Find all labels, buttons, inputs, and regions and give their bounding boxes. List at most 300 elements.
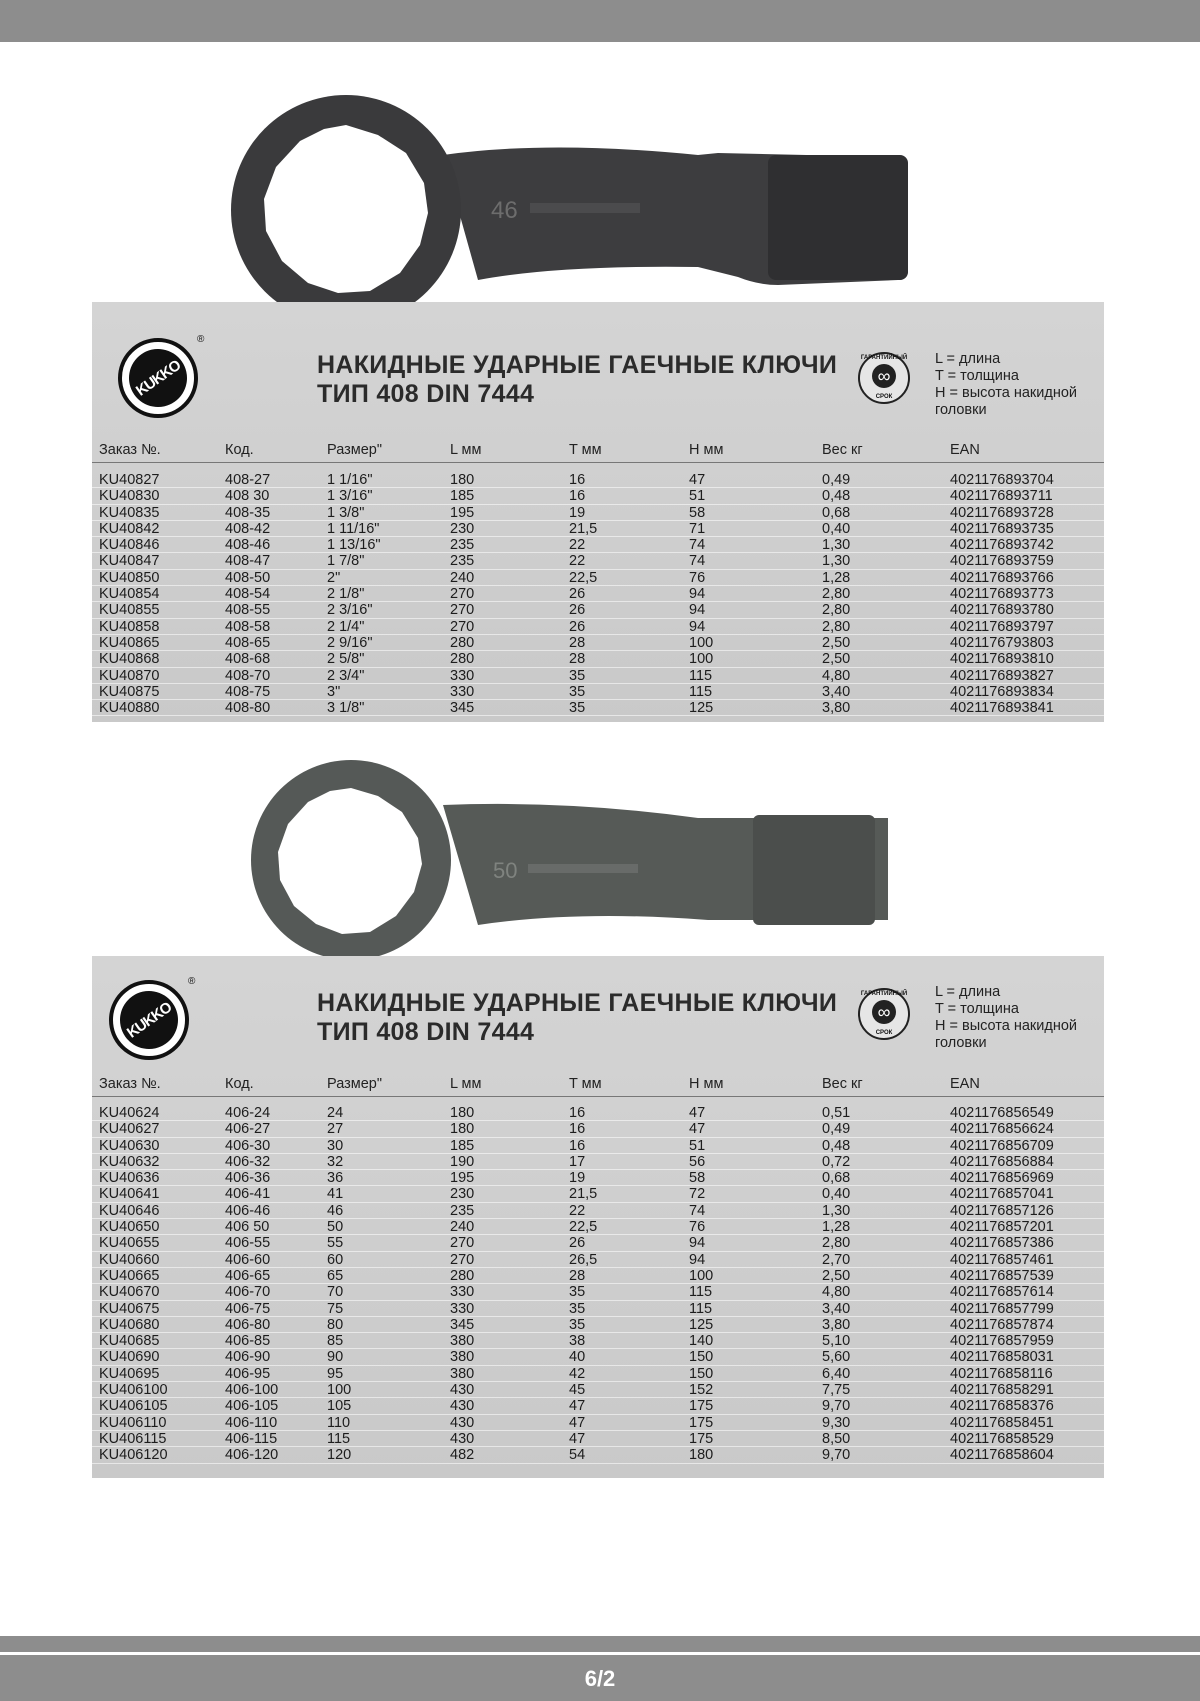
cell-size: 2 1/4" <box>327 618 365 635</box>
cell-height: 100 <box>689 1267 714 1284</box>
cell-weight: 2,50 <box>822 1267 851 1284</box>
cell-ean: 4021176858604 <box>950 1447 1054 1464</box>
cell-length: 195 <box>450 504 475 521</box>
cell-order-no: KU40675 <box>99 1300 160 1317</box>
cell-size: 2 3/16" <box>327 602 373 619</box>
cell-thickness: 28 <box>569 1267 586 1284</box>
cell-height: 94 <box>689 618 706 635</box>
cell-size: 2" <box>327 569 341 586</box>
cell-order-no: KU40846 <box>99 537 160 554</box>
cell-weight: 3,80 <box>822 1316 851 1333</box>
cell-size: 32 <box>327 1153 344 1170</box>
cell-ean: 4021176858291 <box>950 1382 1054 1399</box>
col-height: H мм <box>689 442 724 458</box>
cell-height: 71 <box>689 520 706 537</box>
cell-weight: 1,28 <box>822 569 851 586</box>
cell-length: 180 <box>450 1121 475 1138</box>
cell-length: 330 <box>450 1284 475 1301</box>
cell-size: 60 <box>327 1251 344 1268</box>
cell-height: 94 <box>689 1251 706 1268</box>
cell-height: 74 <box>689 1202 706 1219</box>
cell-order-no: KU40847 <box>99 553 160 570</box>
cell-height: 175 <box>689 1398 714 1415</box>
table-row <box>92 1268 1104 1284</box>
cell-order-no: KU40660 <box>99 1251 160 1268</box>
cell-ean: 4021176893742 <box>950 537 1054 554</box>
cell-code: 406-36 <box>225 1170 271 1187</box>
cell-code: 406-100 <box>225 1382 279 1399</box>
cell-height: 94 <box>689 1235 706 1252</box>
table-row <box>92 586 1104 602</box>
cell-size: 110 <box>327 1414 351 1431</box>
cell-thickness: 35 <box>569 1300 586 1317</box>
table-row <box>92 570 1104 586</box>
cell-thickness: 26 <box>569 586 586 603</box>
product-table-section-2 <box>92 956 1104 1478</box>
cell-code: 406-115 <box>225 1430 278 1447</box>
cell-order-no: KU40624 <box>99 1105 160 1121</box>
cell-size: 55 <box>327 1235 344 1252</box>
col-thickness: T мм <box>569 442 602 458</box>
cell-code: 406-60 <box>225 1251 271 1268</box>
table-row <box>92 1170 1104 1186</box>
cell-size: 95 <box>327 1365 344 1382</box>
cell-length: 270 <box>450 1235 475 1252</box>
table-row <box>92 1203 1104 1219</box>
cell-height: 47 <box>689 1105 706 1121</box>
cell-code: 408-35 <box>225 504 271 521</box>
cell-ean: 4021176858031 <box>950 1349 1054 1366</box>
wrench-1-marking: 46 <box>491 197 518 224</box>
dimension-legend: L = длина T = толщина H = высота накидной головки <box>935 984 1077 1051</box>
cell-order-no: KU40641 <box>99 1186 160 1203</box>
cell-thickness: 22 <box>569 1202 586 1219</box>
cell-code: 406-75 <box>225 1300 271 1317</box>
cell-length: 430 <box>450 1430 475 1447</box>
cell-thickness: 26 <box>569 602 586 619</box>
cell-weight: 2,80 <box>822 618 851 635</box>
table-row <box>92 1138 1104 1154</box>
cell-order-no: KU40858 <box>99 618 160 635</box>
cell-thickness: 16 <box>569 488 586 505</box>
cell-order-no: KU40695 <box>99 1365 160 1382</box>
cell-order-no: KU40855 <box>99 602 160 619</box>
cell-thickness: 35 <box>569 700 586 717</box>
cell-weight: 0,49 <box>822 472 851 488</box>
cell-height: 74 <box>689 537 706 554</box>
cell-size: 2 9/16" <box>327 634 373 651</box>
cell-weight: 9,30 <box>822 1414 851 1431</box>
cell-weight: 1,30 <box>822 537 851 554</box>
cell-thickness: 26 <box>569 618 586 635</box>
cell-code: 406-80 <box>225 1316 271 1333</box>
cell-order-no: KU40627 <box>99 1121 160 1138</box>
cell-weight: 0,49 <box>822 1121 851 1138</box>
cell-height: 74 <box>689 553 706 570</box>
table-row <box>92 1431 1104 1447</box>
cell-code: 408-58 <box>225 618 271 635</box>
cell-weight: 3,80 <box>822 700 851 717</box>
cell-thickness: 17 <box>569 1153 586 1170</box>
table-row <box>92 651 1104 667</box>
cell-weight: 1,30 <box>822 1202 851 1219</box>
cell-size: 120 <box>327 1447 352 1464</box>
cell-code: 406-65 <box>225 1267 271 1284</box>
cell-code: 406-27 <box>225 1121 271 1138</box>
table-body <box>92 472 1104 716</box>
cell-length: 270 <box>450 586 475 603</box>
cell-order-no: KU406100 <box>99 1382 168 1399</box>
cell-height: 94 <box>689 602 706 619</box>
cell-length: 280 <box>450 651 475 668</box>
col-ean: EAN <box>950 1076 980 1092</box>
col-weight: Вес кг <box>822 1076 863 1092</box>
cell-ean: 4021176857799 <box>950 1300 1054 1317</box>
cell-weight: 2,50 <box>822 651 851 668</box>
cell-code: 408-54 <box>225 586 271 603</box>
cell-thickness: 45 <box>569 1382 586 1399</box>
cell-code: 408-47 <box>225 553 271 570</box>
table-row <box>92 1447 1104 1463</box>
cell-order-no: KU40680 <box>99 1316 160 1333</box>
cell-size: 24 <box>327 1105 344 1121</box>
cell-order-no: KU40865 <box>99 634 160 651</box>
cell-size: 75 <box>327 1300 344 1317</box>
cell-weight: 9,70 <box>822 1447 851 1464</box>
table-row <box>92 1301 1104 1317</box>
cell-size: 1 3/16" <box>327 488 373 505</box>
cell-order-no: KU40646 <box>99 1202 160 1219</box>
cell-ean: 4021176893827 <box>950 667 1054 684</box>
cell-thickness: 54 <box>569 1447 586 1464</box>
table-row <box>92 619 1104 635</box>
cell-length: 235 <box>450 537 475 554</box>
cell-size: 2 3/4" <box>327 667 365 684</box>
cell-ean: 4021176858451 <box>950 1414 1054 1431</box>
col-code: Код. <box>225 1076 254 1092</box>
cell-length: 280 <box>450 634 475 651</box>
table-row <box>92 1415 1104 1431</box>
cell-height: 100 <box>689 651 714 668</box>
cell-length: 240 <box>450 569 475 586</box>
cell-length: 280 <box>450 1267 475 1284</box>
table-row <box>92 488 1104 504</box>
cell-height: 56 <box>689 1153 706 1170</box>
table-row <box>92 537 1104 553</box>
cell-weight: 9,70 <box>822 1398 851 1415</box>
cell-order-no: KU40665 <box>99 1267 160 1284</box>
cell-order-no: KU40870 <box>99 667 160 684</box>
cell-height: 51 <box>689 1137 706 1154</box>
cell-size: 115 <box>327 1430 351 1447</box>
cell-weight: 0,72 <box>822 1153 851 1170</box>
cell-thickness: 22,5 <box>569 1219 598 1236</box>
cell-thickness: 47 <box>569 1414 586 1431</box>
cell-thickness: 47 <box>569 1430 586 1447</box>
cell-order-no: KU40655 <box>99 1235 160 1252</box>
cell-length: 270 <box>450 602 475 619</box>
cell-ean: 4021176893773 <box>950 586 1054 603</box>
guarantee-badge-icon: ГАРАНТИЙНЫЙ ∞ СРОК <box>858 988 910 1040</box>
cell-size: 41 <box>327 1186 344 1203</box>
cell-size: 80 <box>327 1316 344 1333</box>
cell-order-no: KU40842 <box>99 520 160 537</box>
cell-code: 408-46 <box>225 537 271 554</box>
table-row <box>92 1186 1104 1202</box>
cell-weight: 1,30 <box>822 553 851 570</box>
cell-length: 430 <box>450 1382 475 1399</box>
table-row <box>92 521 1104 537</box>
col-size: Размер" <box>327 1076 382 1092</box>
cell-ean: 4021176857874 <box>950 1316 1054 1333</box>
cell-ean: 4021176893810 <box>950 651 1054 668</box>
cell-ean: 4021176857201 <box>950 1219 1054 1236</box>
cell-thickness: 28 <box>569 651 586 668</box>
wrench-image-2 <box>248 760 888 960</box>
cell-code: 406-85 <box>225 1333 271 1350</box>
cell-thickness: 42 <box>569 1365 586 1382</box>
cell-length: 430 <box>450 1398 475 1415</box>
table-row <box>92 1333 1104 1349</box>
cell-height: 152 <box>689 1382 714 1399</box>
cell-code: 406-120 <box>225 1447 279 1464</box>
cell-order-no: KU40830 <box>99 488 160 505</box>
table-row <box>92 505 1104 521</box>
col-code: Код. <box>225 442 254 458</box>
cell-code: 406-95 <box>225 1365 271 1382</box>
cell-weight: 8,50 <box>822 1430 851 1447</box>
cell-code: 408-75 <box>225 683 271 700</box>
cell-order-no: KU40868 <box>99 651 160 668</box>
table-row <box>92 1219 1104 1235</box>
cell-length: 190 <box>450 1153 475 1170</box>
cell-thickness: 35 <box>569 683 586 700</box>
table-row <box>92 472 1104 488</box>
cell-code: 408-80 <box>225 700 271 717</box>
cell-weight: 2,80 <box>822 586 851 603</box>
cell-length: 330 <box>450 1300 475 1317</box>
cell-ean: 4021176856624 <box>950 1121 1054 1138</box>
cell-code: 406-41 <box>225 1186 271 1203</box>
dimension-legend: L = длина T = толщина H = высота накидной головки <box>935 351 1077 418</box>
cell-height: 94 <box>689 586 706 603</box>
cell-thickness: 16 <box>569 1105 586 1121</box>
cell-ean: 4021176893780 <box>950 602 1054 619</box>
cell-length: 270 <box>450 1251 475 1268</box>
cell-code: 408-65 <box>225 634 271 651</box>
cell-length: 345 <box>450 700 475 717</box>
cell-size: 1 1/16" <box>327 472 373 488</box>
cell-thickness: 35 <box>569 1284 586 1301</box>
cell-size: 1 7/8" <box>327 553 365 570</box>
cell-length: 195 <box>450 1170 475 1187</box>
cell-ean: 4021176893735 <box>950 520 1054 537</box>
cell-height: 72 <box>689 1186 706 1203</box>
cell-order-no: KU406115 <box>99 1430 167 1447</box>
cell-length: 380 <box>450 1365 475 1382</box>
cell-height: 115 <box>689 1284 713 1301</box>
cell-weight: 0,68 <box>822 1170 851 1187</box>
cell-thickness: 26,5 <box>569 1251 598 1268</box>
cell-order-no: KU40670 <box>99 1284 160 1301</box>
cell-thickness: 21,5 <box>569 520 598 537</box>
cell-weight: 0,68 <box>822 504 851 521</box>
cell-ean: 4021176857041 <box>950 1186 1054 1203</box>
cell-height: 150 <box>689 1365 714 1382</box>
cell-weight: 5,10 <box>822 1333 851 1350</box>
cell-height: 115 <box>689 683 713 700</box>
cell-height: 76 <box>689 1219 706 1236</box>
cell-order-no: KU40880 <box>99 700 160 717</box>
cell-size: 1 11/16" <box>327 520 380 537</box>
cell-ean: 4021176893759 <box>950 553 1054 570</box>
cell-code: 408-27 <box>225 472 271 488</box>
cell-ean: 4021176858376 <box>950 1398 1054 1415</box>
cell-size: 90 <box>327 1349 344 1366</box>
cell-length: 240 <box>450 1219 475 1236</box>
cell-weight: 2,50 <box>822 634 851 651</box>
wrench-2-marking: 50 <box>493 858 518 883</box>
col-length: L мм <box>450 442 482 458</box>
section-title: НАКИДНЫЕ УДАРНЫЕ ГАЕЧНЫЕ КЛЮЧИ ТИП 408 DIN 7444 <box>317 989 838 1046</box>
cell-weight: 3,40 <box>822 1300 851 1317</box>
cell-length: 235 <box>450 553 475 570</box>
table-row <box>92 668 1104 684</box>
cell-length: 180 <box>450 472 475 488</box>
cell-weight: 5,60 <box>822 1349 851 1366</box>
cell-height: 125 <box>689 700 714 717</box>
cell-code: 406-32 <box>225 1153 271 1170</box>
cell-length: 330 <box>450 667 475 684</box>
cell-thickness: 26 <box>569 1235 586 1252</box>
cell-code: 406-24 <box>225 1105 271 1121</box>
table-row <box>92 1382 1104 1398</box>
cell-thickness: 22,5 <box>569 569 598 586</box>
cell-code: 408 30 <box>225 488 270 505</box>
cell-weight: 3,40 <box>822 683 851 700</box>
cell-height: 115 <box>689 1300 713 1317</box>
cell-height: 58 <box>689 504 706 521</box>
cell-code: 406 50 <box>225 1219 270 1236</box>
table-row <box>92 1349 1104 1365</box>
cell-height: 180 <box>689 1447 714 1464</box>
cell-code: 408-70 <box>225 667 271 684</box>
cell-ean: 4021176793803 <box>950 634 1054 651</box>
cell-weight: 0,51 <box>822 1105 851 1121</box>
cell-thickness: 40 <box>569 1349 586 1366</box>
table-row <box>92 1235 1104 1251</box>
cell-thickness: 22 <box>569 537 586 554</box>
product-table-section-1 <box>92 302 1104 722</box>
table-row <box>92 1398 1104 1414</box>
cell-length: 345 <box>450 1316 475 1333</box>
cell-size: 105 <box>327 1398 352 1415</box>
section-title: НАКИДНЫЕ УДАРНЫЕ ГАЕЧНЫЕ КЛЮЧИ ТИП 408 DIN 7444 <box>317 351 838 408</box>
cell-size: 2 1/8" <box>327 586 365 603</box>
cell-order-no: KU40690 <box>99 1349 160 1366</box>
table-row <box>92 1284 1104 1300</box>
cell-size: 3 1/8" <box>327 700 365 717</box>
col-size: Размер" <box>327 442 382 458</box>
cell-size: 50 <box>327 1219 344 1236</box>
cell-ean: 4021176893766 <box>950 569 1054 586</box>
cell-weight: 7,75 <box>822 1382 851 1399</box>
table-row <box>92 700 1104 716</box>
cell-weight: 4,80 <box>822 1284 851 1301</box>
cell-length: 330 <box>450 683 475 700</box>
cell-thickness: 21,5 <box>569 1186 598 1203</box>
cell-weight: 0,40 <box>822 520 851 537</box>
cell-weight: 0,48 <box>822 1137 851 1154</box>
col-ean: EAN <box>950 442 980 458</box>
cell-code: 408-68 <box>225 651 271 668</box>
guarantee-badge-icon: ГАРАНТИЙНЫЙ ∞ СРОК <box>858 352 910 404</box>
cell-ean: 4021176893797 <box>950 618 1054 635</box>
cell-ean: 4021176856549 <box>950 1105 1054 1121</box>
top-bar <box>0 0 1200 42</box>
cell-height: 140 <box>689 1333 714 1350</box>
cell-weight: 1,28 <box>822 1219 851 1236</box>
cell-size: 30 <box>327 1137 344 1154</box>
cell-order-no: KU406120 <box>99 1447 168 1464</box>
cell-weight: 2,80 <box>822 1235 851 1252</box>
cell-length: 235 <box>450 1202 475 1219</box>
cell-code: 408-50 <box>225 569 271 586</box>
cell-ean: 4021176856709 <box>950 1137 1054 1154</box>
table-row <box>92 1154 1104 1170</box>
cell-thickness: 16 <box>569 472 586 488</box>
cell-length: 180 <box>450 1105 475 1121</box>
cell-weight: 4,80 <box>822 667 851 684</box>
cell-size: 65 <box>327 1267 344 1284</box>
table-row <box>92 635 1104 651</box>
cell-height: 58 <box>689 1170 706 1187</box>
col-height: H мм <box>689 1076 724 1092</box>
cell-ean: 4021176856969 <box>950 1170 1054 1187</box>
table-row <box>92 1317 1104 1333</box>
cell-length: 430 <box>450 1414 475 1431</box>
cell-code: 406-30 <box>225 1137 271 1154</box>
cell-code: 406-90 <box>225 1349 271 1366</box>
cell-length: 185 <box>450 488 475 505</box>
cell-height: 51 <box>689 488 706 505</box>
wrench-image-1 <box>228 95 908 325</box>
cell-ean: 4021176893834 <box>950 683 1054 700</box>
cell-code: 406-55 <box>225 1235 271 1252</box>
cell-code: 406-70 <box>225 1284 271 1301</box>
cell-order-no: KU40827 <box>99 472 160 488</box>
kukko-logo: KUKKO ® <box>109 980 189 1060</box>
cell-order-no: KU406110 <box>99 1414 167 1431</box>
cell-ean: 4021176857539 <box>950 1267 1054 1284</box>
cell-thickness: 22 <box>569 553 586 570</box>
col-order-no: Заказ №. <box>99 1076 161 1092</box>
cell-length: 185 <box>450 1137 475 1154</box>
cell-order-no: KU40685 <box>99 1333 160 1350</box>
bottom-bar <box>0 1636 1200 1701</box>
cell-ean: 4021176856884 <box>950 1153 1054 1170</box>
cell-height: 175 <box>689 1414 714 1431</box>
col-weight: Вес кг <box>822 442 863 458</box>
cell-height: 47 <box>689 472 706 488</box>
cell-thickness: 38 <box>569 1333 586 1350</box>
cell-weight: 0,48 <box>822 488 851 505</box>
cell-length: 482 <box>450 1447 475 1464</box>
cell-order-no: KU40650 <box>99 1219 160 1236</box>
cell-ean: 4021176857959 <box>950 1333 1054 1350</box>
cell-order-no: KU40835 <box>99 504 160 521</box>
page-number: 6/2 <box>584 1666 616 1691</box>
